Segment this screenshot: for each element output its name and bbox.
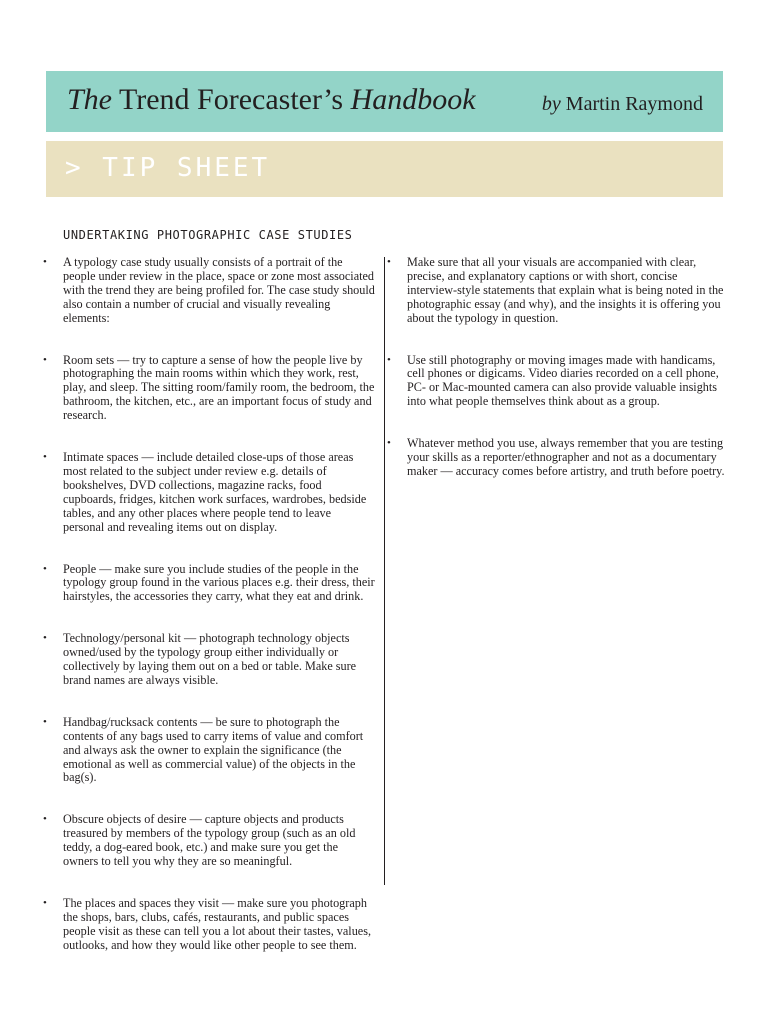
header-banner	[46, 71, 723, 132]
tip-sheet-banner	[46, 141, 723, 197]
book-title	[67, 82, 476, 118]
bullet-icon: •	[43, 632, 47, 645]
book-title-the: The	[67, 83, 112, 116]
list-item	[387, 255, 725, 326]
section-heading: UNDERTAKING PHOTOGRAPHIC CASE STUDIES	[63, 228, 353, 242]
book-author	[542, 91, 703, 117]
list-item-text: A typology case study usually consists of a portrait of the people under review in the place, space or zone most associated with the trend they are being profiled for. The case study should also contain a number of crucial and visually revealing elements:	[63, 255, 375, 325]
list-item-text: Make sure that all your visuals are accompanied with clear, precise, and explanatory captions or with short, concise interview-style statements that explain what is being noted in the photographic essay (and why), and the insights it is offering you about the typology in question.	[407, 255, 724, 325]
list-item	[387, 352, 725, 410]
author-name: Martin Raymond	[560, 93, 703, 115]
bullet-icon: •	[43, 715, 47, 728]
bullet-icon: •	[43, 562, 47, 575]
list-item-text: The places and spaces they visit — make sure you photograph the shops, bars, clubs, cafés, restaurants, and public spaces people visit as these can tell you a lot about their tastes, values, outlooks, and how they would like other people to see them.	[63, 896, 371, 952]
list-item-text: Use still photography or moving images made with handicams, cell phones or digicams. Video diaries recorded on a cell phone, PC- or Mac-mounted camera can also provide valuable insights into what people themselves think about as a group.	[407, 352, 719, 409]
list-item	[43, 896, 375, 953]
list-item-text: Handbag/rucksack contents — be sure to photograph the contents of any bags used to carry items of value and comfort and always ask the owner to explain the significance (the emotional as well as commercial value) of the objects in the bag(s).	[63, 714, 364, 785]
list-item-text: People — make sure you include studies of the people in the typology group found in the various places e.g. their dress, their hairstyles, the accessories they carry, what they eat and drink.	[63, 561, 375, 604]
book-title-handbook: Handbook	[350, 83, 476, 116]
left-column-list	[43, 255, 375, 981]
list-item	[43, 812, 375, 869]
list-item	[43, 631, 375, 688]
list-item	[43, 450, 375, 534]
bullet-icon: •	[43, 256, 47, 268]
list-item-text: Room sets — try to capture a sense of how the people live by photographing the main rooms within which they work, rest, play, and sleep. The sitting room/family room, the bedroom, the bathroom, the kitchen, etc., are an important focus of study and research.	[63, 352, 375, 423]
bullet-icon: •	[387, 353, 391, 366]
list-item-text: Whatever method you use, always remember that you are testing your skills as a reporter/ethnographer and not as a documentary maker — accuracy comes before artistry, and truth before poetry.	[407, 436, 725, 478]
bullet-icon: •	[387, 256, 391, 268]
list-item	[43, 714, 375, 786]
list-item	[387, 436, 725, 479]
bullet-icon: •	[387, 437, 391, 450]
author-by: by	[541, 93, 561, 115]
list-item	[43, 255, 375, 326]
list-item-text: Technology/personal kit — photograph technology objects owned/used by the typology group either individually or collectively by laying them out on a bed or table. Make sure brand names are always visible.	[63, 631, 357, 687]
bullet-icon: •	[43, 813, 47, 826]
list-item	[43, 561, 375, 605]
list-item-text: Intimate spaces — include detailed close-ups of those areas most related to the subject under review e.g. details of bookshelves, DVD collections, magazine racks, food cupboards, fridges, kitchen work surfaces, wardrobes, bedside tables, and any other places where people tend to leave personal and revealing items out on display.	[63, 450, 367, 534]
bullet-icon: •	[43, 451, 47, 464]
column-divider	[384, 257, 385, 885]
book-title-main: Trend Forecaster’s	[112, 83, 351, 116]
bullet-icon: •	[43, 897, 47, 909]
tip-sheet-label: > TIP SHEET	[65, 153, 271, 183]
list-item	[43, 352, 375, 424]
bullet-icon: •	[43, 353, 47, 366]
list-item-text: Obscure objects of desire — capture objects and products treasured by members of the typology group (such as an old teddy, a dog-eared book, etc.) and make sure you get the owners to tell you why they are so meaningful.	[63, 812, 356, 869]
right-column-list	[387, 255, 725, 507]
